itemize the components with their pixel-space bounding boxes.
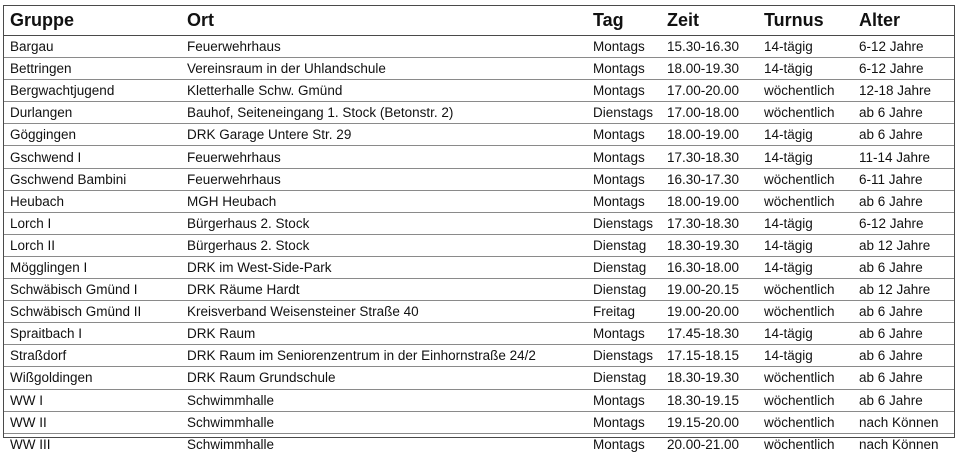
header-row (4, 6, 954, 36)
table-row (4, 146, 954, 168)
cell-zeit: 20.00-21.00 (667, 436, 740, 452)
cell-tag: Dienstags (587, 345, 661, 367)
cell-tag: Montags (587, 80, 661, 102)
cell-alter: ab 6 Jahre (853, 323, 954, 345)
cell-gruppe: Mögglingen I (4, 256, 181, 278)
cell-gruppe: Schwäbisch Gmünd I (4, 279, 181, 301)
cell-turnus: wöchentlich (758, 301, 853, 323)
cell-tag: Dienstags (587, 102, 661, 124)
cell-gruppe: WW II (4, 411, 181, 433)
cell-alter: 6-12 Jahre (853, 36, 954, 58)
cell-turnus: 14-tägig (758, 256, 853, 278)
cell-tag: Dienstag (587, 234, 661, 256)
cell-gruppe: Göggingen (4, 124, 181, 146)
cell-zeit: 18.30-19.30 (661, 234, 758, 256)
cell-ort: Schwimmhalle (187, 436, 275, 452)
cell-turnus: 14-tägig (758, 146, 853, 168)
table-row (4, 124, 954, 146)
cell-turnus: wöchentlich (758, 411, 853, 433)
cell-alter: nach Können (853, 411, 954, 433)
cell-ort: MGH Heubach (181, 190, 587, 212)
cell-turnus: wöchentlich (758, 102, 853, 124)
cell-alter: ab 6 Jahre (853, 389, 954, 411)
cell-turnus: wöchentlich (764, 436, 835, 452)
cell-ort: Vereinsraum in der Uhlandschule (181, 58, 587, 80)
cell-turnus: 14-tägig (758, 36, 853, 58)
cell-zeit: 18.30-19.30 (661, 367, 758, 389)
table-body (4, 36, 954, 455)
table-row (4, 411, 954, 433)
header-tag: Tag (587, 6, 661, 36)
table-row (4, 36, 954, 58)
cell-ort: Feuerwehrhaus (181, 36, 587, 58)
cell-gruppe: Lorch II (4, 234, 181, 256)
cell-gruppe: Spraitbach I (4, 323, 181, 345)
cell-turnus: wöchentlich (758, 279, 853, 301)
cell-zeit: 16.30-18.00 (661, 256, 758, 278)
cell-gruppe: Durlangen (4, 102, 181, 124)
cell-tag: Montags (587, 58, 661, 80)
header-ort: Ort (181, 6, 587, 36)
cell-gruppe: Schwäbisch Gmünd II (4, 301, 181, 323)
table-row (4, 190, 954, 212)
header-gruppe: Gruppe (4, 6, 181, 36)
cell-ort: DRK Garage Untere Str. 29 (181, 124, 587, 146)
cell-alter: ab 6 Jahre (853, 301, 954, 323)
cell-ort: Schwimmhalle (181, 389, 587, 411)
cell-alter: ab 6 Jahre (853, 256, 954, 278)
cell-turnus: 14-tägig (758, 345, 853, 367)
cell-zeit: 19.15-20.00 (661, 411, 758, 433)
cell-turnus: 14-tägig (758, 212, 853, 234)
cell-gruppe: Wißgoldingen (4, 367, 181, 389)
cell-ort: DRK Raum (181, 323, 587, 345)
table-row (4, 168, 954, 190)
cell-turnus: wöchentlich (758, 80, 853, 102)
cell-zeit: 16.30-17.30 (661, 168, 758, 190)
cell-tag: Montags (587, 389, 661, 411)
cell-ort: Kletterhalle Schw. Gmünd (181, 80, 587, 102)
cell-ort: DRK Raum Grundschule (181, 367, 587, 389)
cell-alter: 11-14 Jahre (853, 146, 954, 168)
cell-turnus: 14-tägig (758, 323, 853, 345)
cell-ort: Feuerwehrhaus (181, 146, 587, 168)
table-row (4, 58, 954, 80)
cell-alter: ab 12 Jahre (853, 279, 954, 301)
cell-ort: Kreisverband Weisensteiner Straße 40 (181, 301, 587, 323)
table-row (4, 102, 954, 124)
cell-tag: Montags (587, 411, 661, 433)
group-schedule-table (4, 6, 954, 455)
cell-zeit: 17.15-18.15 (661, 345, 758, 367)
cell-alter: ab 6 Jahre (853, 367, 954, 389)
cell-tag: Dienstag (587, 256, 661, 278)
cell-ort: Bürgerhaus 2. Stock (181, 212, 587, 234)
cell-gruppe: WW III (10, 436, 51, 452)
cell-alter: 12-18 Jahre (853, 80, 954, 102)
cell-gruppe: Bettringen (4, 58, 181, 80)
cell-alter: 6-12 Jahre (853, 58, 954, 80)
cell-alter: ab 6 Jahre (853, 190, 954, 212)
cell-zeit: 17.00-20.00 (661, 80, 758, 102)
table-row (4, 345, 954, 367)
table-row (4, 389, 954, 411)
cell-turnus: wöchentlich (758, 389, 853, 411)
cell-zeit: 18.00-19.00 (661, 190, 758, 212)
cell-ort: DRK Raum im Seniorenzentrum in der Einhornstraße 24/2 (181, 345, 587, 367)
cell-turnus: 14-tägig (758, 124, 853, 146)
cell-ort: Bürgerhaus 2. Stock (181, 234, 587, 256)
table-row (4, 323, 954, 345)
table-row (4, 367, 954, 389)
cell-tag: Montags (593, 436, 645, 452)
cell-gruppe: Gschwend I (4, 146, 181, 168)
cell-tag: Dienstag (587, 367, 661, 389)
cell-zeit: 19.00-20.15 (661, 279, 758, 301)
cell-zeit: 17.45-18.30 (661, 323, 758, 345)
cell-zeit: 18.00-19.30 (661, 58, 758, 80)
cell-alter: 6-12 Jahre (853, 212, 954, 234)
cell-zeit: 19.00-20.00 (661, 301, 758, 323)
cell-tag: Montags (587, 190, 661, 212)
cell-ort: DRK im West-Side-Park (181, 256, 587, 278)
cell-zeit: 17.30-18.30 (661, 212, 758, 234)
cell-tag: Montags (587, 146, 661, 168)
cell-turnus: wöchentlich (758, 190, 853, 212)
cell-alter: ab 12 Jahre (853, 234, 954, 256)
cell-turnus: 14-tägig (758, 234, 853, 256)
cell-tag: Montags (587, 124, 661, 146)
cell-zeit: 18.30-19.15 (661, 389, 758, 411)
cell-alter: ab 6 Jahre (853, 124, 954, 146)
cell-ort: Feuerwehrhaus (181, 168, 587, 190)
cell-zeit: 17.30-18.30 (661, 146, 758, 168)
cell-turnus: wöchentlich (758, 168, 853, 190)
cell-zeit: 17.00-18.00 (661, 102, 758, 124)
cell-ort: Schwimmhalle (181, 411, 587, 433)
cell-alter: ab 6 Jahre (853, 102, 954, 124)
cell-gruppe: Bergwachtjugend (4, 80, 181, 102)
cell-turnus: wöchentlich (758, 367, 853, 389)
cell-zeit: 18.00-19.00 (661, 124, 758, 146)
cell-alter: 6-11 Jahre (853, 168, 954, 190)
cell-ort: Bauhof, Seiteneingang 1. Stock (Betonstr. 2) (181, 102, 587, 124)
table-row (4, 234, 954, 256)
cell-gruppe: Bargau (4, 36, 181, 58)
cell-tag: Dienstags (587, 212, 661, 234)
cell-tag: Freitag (587, 301, 661, 323)
cell-gruppe: Gschwend Bambini (4, 168, 181, 190)
cell-alter: nach Können (859, 436, 939, 452)
table-row (4, 301, 954, 323)
cell-turnus: 14-tägig (758, 58, 853, 80)
cell-zeit: 15.30-16.30 (661, 36, 758, 58)
cell-gruppe: Lorch I (4, 212, 181, 234)
cell-tag: Montags (587, 36, 661, 58)
header-turnus: Turnus (758, 6, 853, 36)
cell-ort: DRK Räume Hardt (181, 279, 587, 301)
cell-gruppe: Straßdorf (4, 345, 181, 367)
cell-alter: ab 6 Jahre (853, 345, 954, 367)
cell-tag: Montags (587, 323, 661, 345)
table-row (4, 212, 954, 234)
table-row (4, 279, 954, 301)
table-row (4, 80, 954, 102)
header-zeit: Zeit (661, 6, 758, 36)
cell-gruppe: WW I (4, 389, 181, 411)
cell-gruppe: Heubach (4, 190, 181, 212)
cell-tag: Dienstag (587, 279, 661, 301)
table-row (4, 256, 954, 278)
header-alter: Alter (853, 6, 954, 36)
cell-tag: Montags (587, 168, 661, 190)
